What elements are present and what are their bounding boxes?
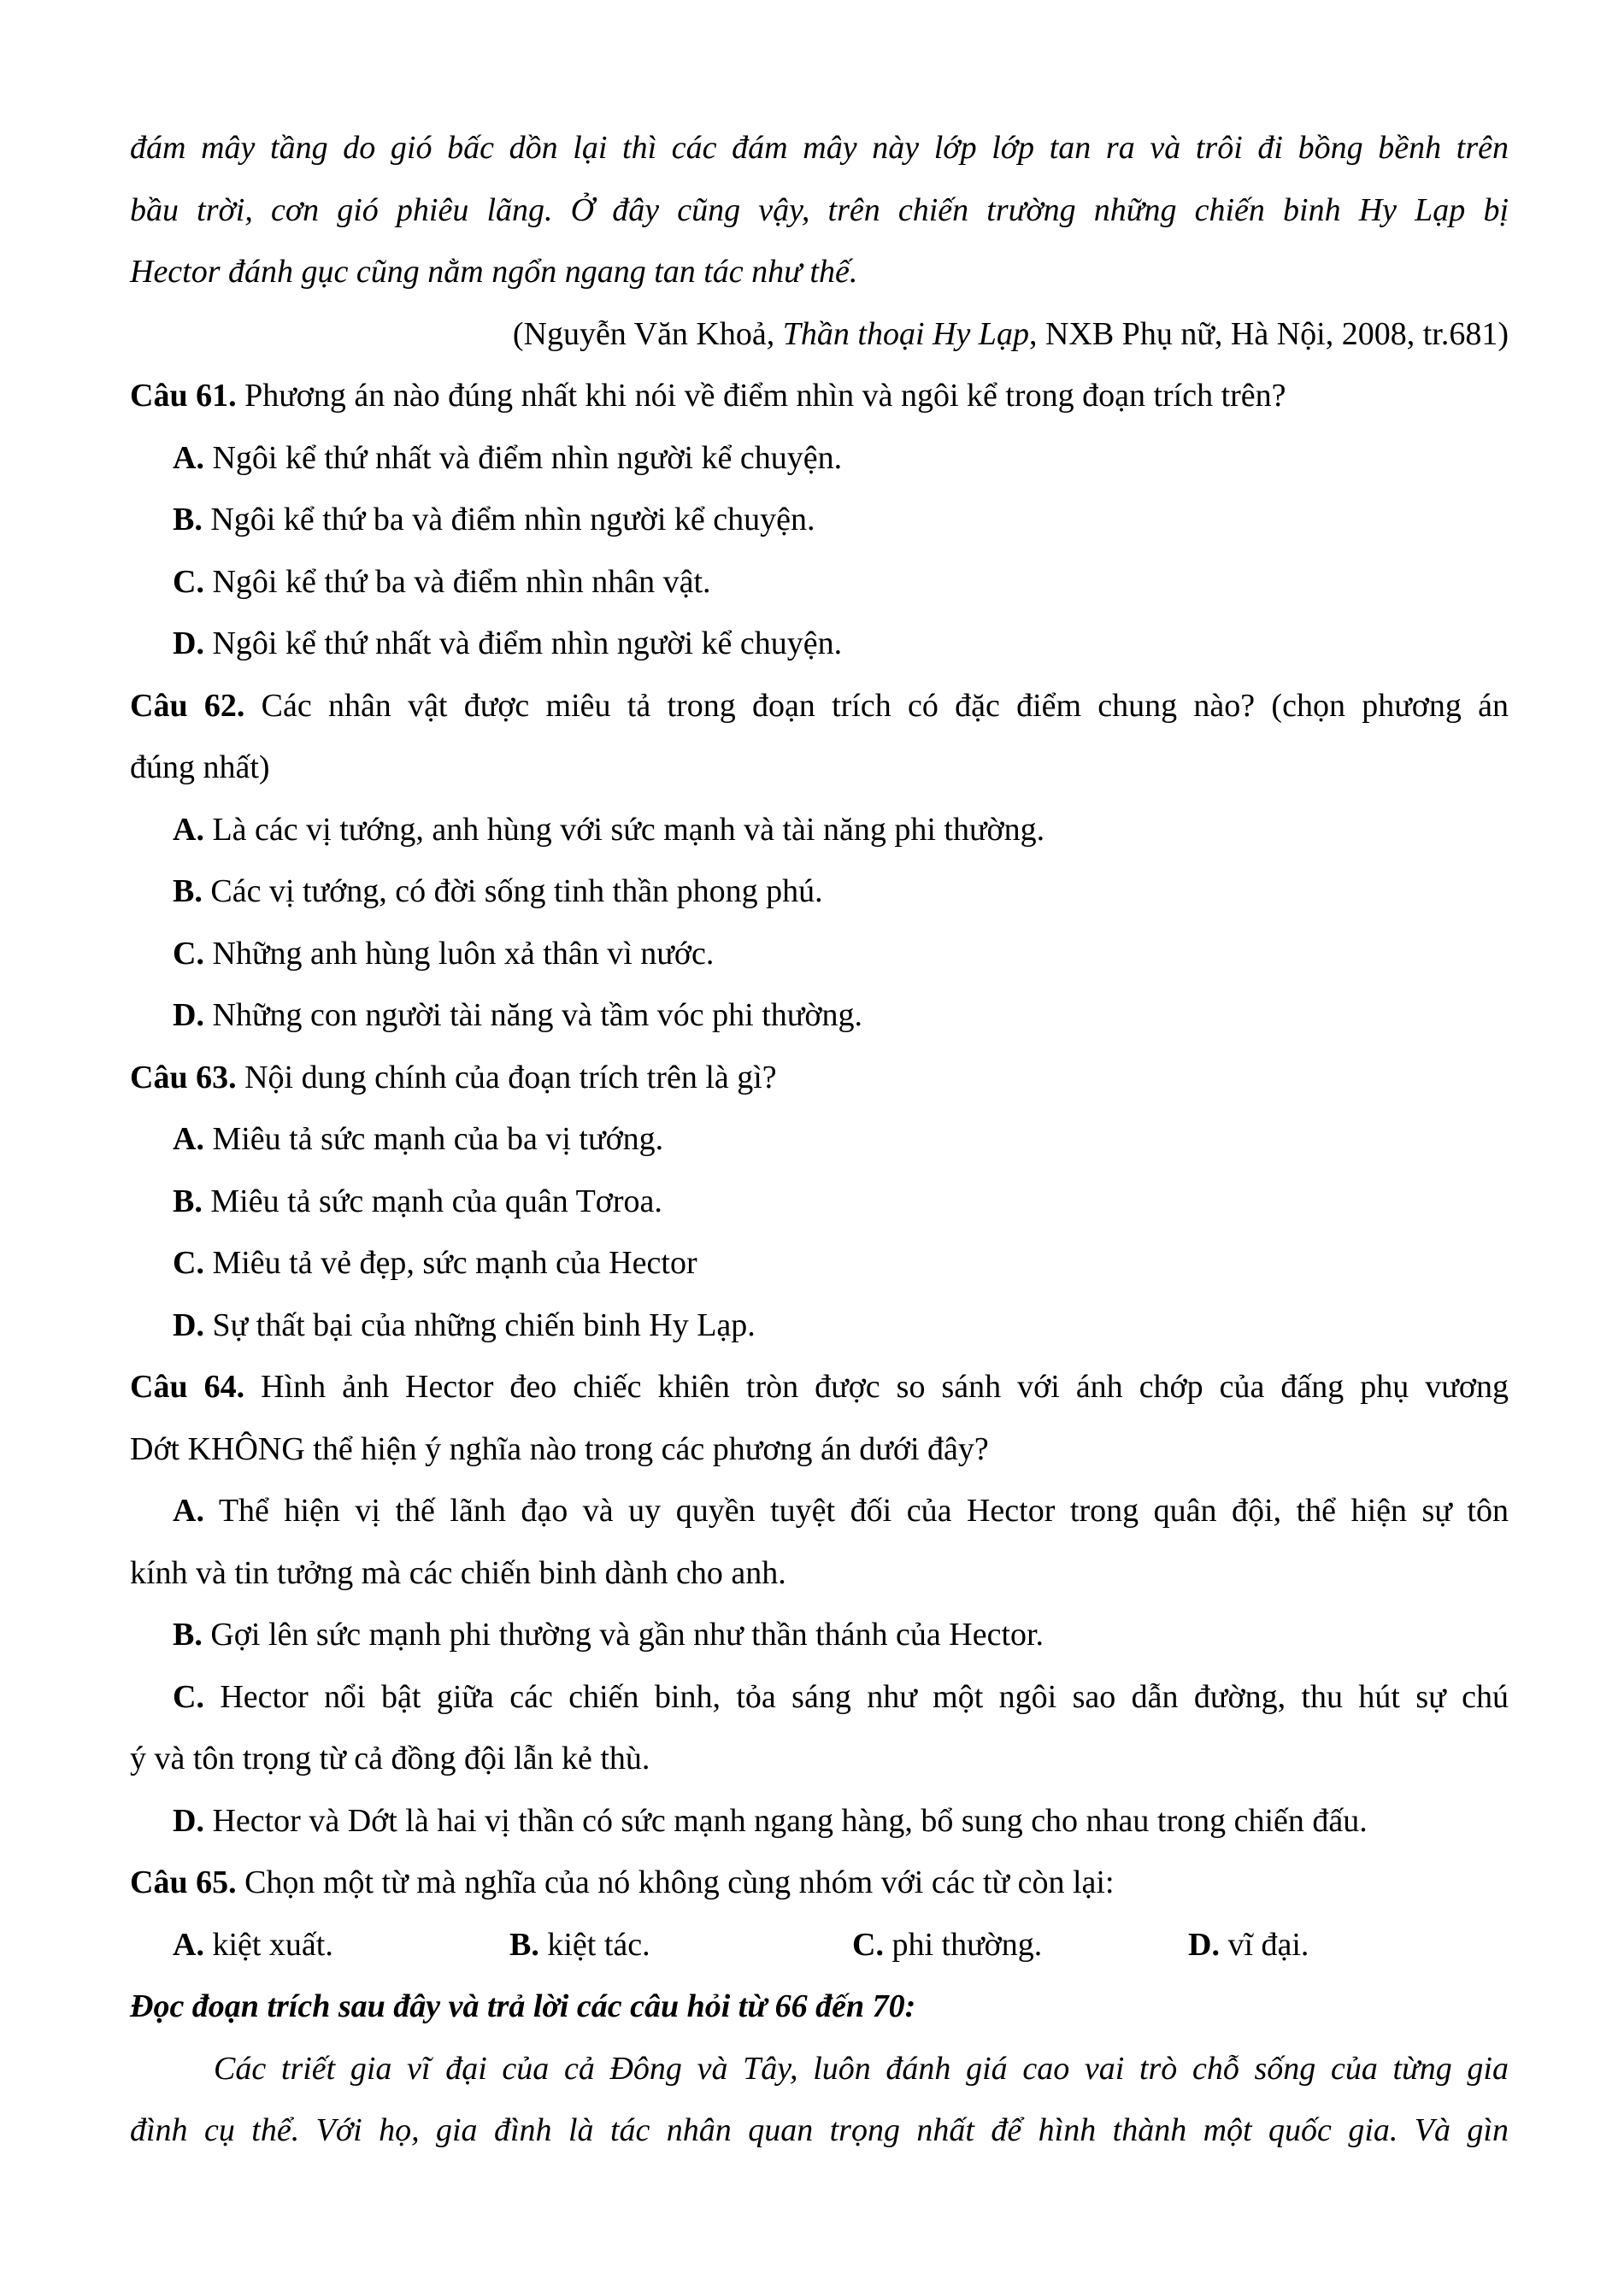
option-c <box>852 1914 1042 1976</box>
question-text: Nội dung chính của đoạn trích trên là gì? <box>244 1059 777 1095</box>
option-text: Miêu tả sức mạnh của ba vị tướng. <box>212 1121 664 1157</box>
option-b <box>130 1171 1509 1233</box>
option-c <box>130 1232 1509 1295</box>
option-letter: C. <box>173 1245 204 1281</box>
question-label: Câu 63. <box>130 1059 237 1095</box>
question-65-stem <box>130 1852 1509 1914</box>
question-62-stem-cont: đúng nhất) <box>130 749 270 785</box>
document-page <box>130 117 1509 2162</box>
option-letter: B. <box>173 1183 203 1219</box>
question-label: Câu 62. <box>130 687 245 724</box>
option-text: kiệt tác. <box>547 1926 650 1963</box>
question-label: Câu 65. <box>130 1864 237 1900</box>
option-b <box>509 1914 650 1976</box>
option-text: phi thường. <box>891 1926 1043 1963</box>
option-letter: A. <box>173 1926 204 1963</box>
passage-line: Các triết gia vĩ đại của cả Đông và Tây, luôn đánh giá cao vai trò chỗ sống của từng gia <box>214 2050 1509 2087</box>
option-c-cont: ý và tôn trọng từ cả đồng đội lẫn kẻ thù. <box>130 1741 650 1776</box>
option-a-cont: kính và tin tưởng mà các chiến binh dành cho anh. <box>130 1554 786 1591</box>
option-c <box>130 1666 1509 1729</box>
option-text: Hector và Dớt là hai vị thần có sức mạnh ngang hàng, bổ sung cho nhau trong chiến đấu. <box>212 1802 1368 1839</box>
question-63-stem <box>130 1047 1509 1109</box>
passage-line: Hector đánh gục cũng nằm ngổn ngang tan tác như thế. <box>130 254 858 290</box>
option-a <box>130 799 1509 861</box>
option-letter: D. <box>173 625 204 661</box>
option-text: Những con người tài năng và tầm vóc phi thường. <box>212 997 862 1033</box>
option-text: Sự thất bại của những chiến binh Hy Lạp. <box>212 1307 756 1343</box>
question-62-stem <box>130 675 1509 737</box>
option-text: Miêu tả vẻ đẹp, sức mạnh của Hector <box>212 1245 697 1281</box>
question-label: Câu 64. <box>130 1369 245 1405</box>
option-letter: C. <box>173 563 204 600</box>
citation-title: Thần thoại Hy Lạp <box>782 315 1029 352</box>
citation <box>130 303 1509 366</box>
question-61-stem <box>130 365 1509 427</box>
option-letter: D. <box>173 997 204 1033</box>
option-c <box>130 923 1509 985</box>
option-letter: A. <box>173 439 204 476</box>
option-d <box>130 1790 1509 1853</box>
option-c <box>130 551 1509 614</box>
option-a <box>130 1480 1509 1542</box>
option-text: Miêu tả sức mạnh của quân Tơroa. <box>210 1183 662 1219</box>
option-d <box>1188 1914 1309 1976</box>
option-a <box>130 427 1509 490</box>
option-text: Những anh hùng luôn xả thân vì nước. <box>212 935 715 972</box>
section-heading: Đọc đoạn trích sau đây và trả lời các câu hỏi từ 66 đến 70: <box>130 1988 916 2024</box>
option-d <box>130 984 1509 1047</box>
option-text: Ngôi kể thứ ba và điểm nhìn người kể chuyện. <box>210 502 815 537</box>
question-65-options <box>130 1914 1509 1976</box>
option-letter: D. <box>1188 1926 1220 1963</box>
option-letter: A. <box>173 811 204 848</box>
option-a <box>130 1108 1509 1171</box>
option-letter: C. <box>852 1926 884 1963</box>
option-letter: A. <box>173 1121 204 1157</box>
option-d <box>130 1295 1509 1357</box>
option-a <box>173 1914 333 1976</box>
option-letter: C. <box>173 1678 204 1715</box>
citation-author: (Nguyễn Văn Khoả, <box>512 315 783 352</box>
question-text: Phương án nào đúng nhất khi nói về điểm nhìn và ngôi kể trong đoạn trích trên? <box>244 378 1286 414</box>
option-text: Ngôi kể thứ ba và điểm nhìn nhân vật. <box>212 563 711 600</box>
option-letter: D. <box>173 1802 204 1839</box>
option-text: Gợi lên sức mạnh phi thường và gần như thần thánh của Hector. <box>210 1617 1044 1653</box>
option-b <box>130 860 1509 923</box>
question-64-stem <box>130 1356 1509 1418</box>
citation-publisher: , NXB Phụ nữ, Hà Nội, 2008, tr.681) <box>1028 315 1509 352</box>
question-text: Chọn một từ mà nghĩa của nó không cùng nhóm với các từ còn lại: <box>244 1864 1115 1900</box>
option-letter: D. <box>173 1307 204 1343</box>
option-text: Là các vị tướng, anh hùng với sức mạnh và tài năng phi thường. <box>212 811 1045 848</box>
question-64-stem-cont: Dớt KHÔNG thể hiện ý nghĩa nào trong các phương án dưới đây? <box>130 1430 989 1467</box>
question-text: Các nhân vật được miêu tả trong đoạn trích có đặc điểm chung nào? (chọn phương án <box>261 687 1509 724</box>
passage-line: bầu trời, cơn gió phiêu lãng. Ở đây cũng vậy, trên chiến trường những chiến binh Hy Lạp bị <box>130 191 1509 228</box>
option-text: vĩ đại. <box>1227 1926 1309 1963</box>
option-letter: B. <box>173 502 203 537</box>
option-d <box>130 613 1509 675</box>
question-label: Câu 61. <box>130 378 237 414</box>
option-letter: B. <box>509 1926 539 1963</box>
passage-line: đình cụ thể. Với họ, gia đình là tác nhân quan trọng nhất để hình thành một quốc gia. Và gìn <box>130 2112 1509 2148</box>
option-text: Ngôi kể thứ nhất và điểm nhìn người kể chuyện. <box>212 625 843 661</box>
option-b <box>130 1604 1509 1666</box>
option-text: Thể hiện vị thế lãnh đạo và uy quyền tuyệt đối của Hector trong quân đội, thể hiện sự tôn <box>218 1493 1509 1529</box>
passage-line: đám mây tầng do gió bấc dồn lại thì các đám mây này lớp lớp tan ra và trôi đi bồng bềnh trên <box>130 130 1509 166</box>
option-text: kiệt xuất. <box>212 1926 333 1963</box>
option-text: Các vị tướng, có đời sống tinh thần phong phú. <box>210 873 823 909</box>
option-letter: B. <box>173 873 203 909</box>
option-b <box>130 489 1509 551</box>
option-letter: B. <box>173 1617 203 1653</box>
option-letter: C. <box>173 935 204 972</box>
option-text: Ngôi kể thứ nhất và điểm nhìn người kể chuyện. <box>212 439 843 476</box>
option-text: Hector nổi bật giữa các chiến binh, tỏa sáng như một ngôi sao dẫn đường, thu hút sự chú <box>220 1678 1509 1715</box>
question-text: Hình ảnh Hector đeo chiếc khiên tròn được so sánh với ánh chớp của đấng phụ vương <box>261 1369 1509 1405</box>
option-letter: A. <box>173 1493 204 1529</box>
